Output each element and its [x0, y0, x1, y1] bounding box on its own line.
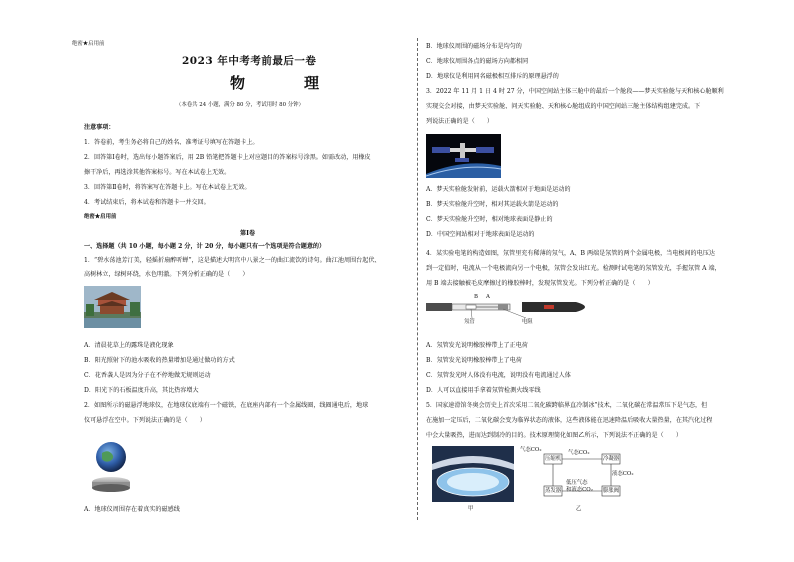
q1-stem-1: 1．“碧水荡池芳汀美，轻摇折扇醉听蝉”，这是描述大明宫中八景之一的曲江流饮的诗句。曲江池周围台起伏、	[84, 257, 381, 264]
note-3: 3．回答第Ⅱ卷时，将答案写在答题卡上。写在本试卷上无效。	[84, 184, 251, 191]
q4-test-pen-figure	[426, 292, 596, 326]
q5-caption-yi: 乙	[576, 506, 582, 512]
q1-option-b: B．阳光照射下的池水吸收的热量增加是通过做功的方式	[84, 357, 235, 364]
note-2: 2．回答第Ⅰ卷时，选出每小题答案后，用 2B 铅笔把答题卡上对应题目的答案标号涂黑。如需改动，用橡皮	[84, 154, 371, 161]
q1-stem-2: 高树林立，绿树环绕，水色明澈。下列分析正确的是（ ）	[84, 271, 249, 278]
q3-option-b: B．梦天实验舱升空时，相对其运载火箭是运动的	[426, 201, 559, 208]
q3-stem-3: 列说法正确的是（ ）	[426, 118, 494, 125]
q5-flow-gas-co2-out: 气态CO₂	[568, 450, 590, 456]
q1-option-a: A．清晨花草上的露珠是液化现象	[84, 342, 174, 349]
q2-option-b: B．地球仪周围的磁场分布是均匀的	[426, 43, 522, 50]
q4-label-resistor: 电阻	[522, 319, 533, 325]
q1-option-d: D．阳光下的石板温度升高，其比热容增大	[84, 387, 199, 394]
q2-option-c: C．地球仪周围各点的磁场方向都相同	[426, 58, 529, 65]
q4-stem-3: 用 B 端去接触被毛皮摩擦过的橡胶棒时，发现氖管发光。下列分析正确的是（ ）	[426, 280, 654, 287]
q5-stem-3: 中会大量吸热，进而达到制冷的目的。技术原理简化如图乙所示，下列说法不正确的是（ ）	[426, 432, 682, 439]
notes-heading: 注意事项：	[84, 124, 115, 131]
q5-speed-skating-oval-image	[432, 446, 514, 502]
second-secret-tag: 绝密★启用前	[84, 214, 117, 220]
q5-flow-and-liquid-co2: 和液态CO₂	[566, 487, 593, 493]
note-2-cont: 擦干净后，再选涂其他答案标号。写在本试卷上无效。	[84, 169, 231, 176]
q5-flow-evaporator: 蒸发器	[545, 488, 562, 494]
q5-stem-2: 在施加一定压后，二氧化碳会变为临界状态的液体，这些液体能在迅速降温后吸收大量热量，在其汽化过程	[426, 417, 713, 424]
q4-stem-1: 4．某实验电笔的构造如图，氖管里充有稀薄的氖气，A、B 两端是氖管的两个金属电极，当电极间的电压达	[426, 250, 715, 257]
q5-flow-low-pressure-gas: 低压气态	[566, 480, 588, 486]
q4-option-d: D．人可以直接用手拿着氖管检测火线零线	[426, 387, 541, 394]
q1-option-c: C．花香袭人是因为分子在不停地做无规则运动	[84, 372, 211, 379]
note-1: 1．答卷前，考生务必将自己的姓名、准考证号填写在答题卡上。	[84, 139, 259, 146]
q2-option-a: A．地球仪周围存在着真实的磁感线	[84, 506, 180, 513]
q3-space-station-image	[426, 134, 501, 178]
q2-stem-1: 2．如图所示的磁悬浮地球仪，在地球仪底端有一个磁铁，在底座内部有一个金属线圈，线圈通电后，地球	[84, 402, 369, 409]
column-divider	[417, 38, 418, 520]
q3-option-d: D．中国空间站相对于地球表面是运动的	[426, 231, 535, 238]
q4-option-a: A．氖管发光说明橡胶棒带上了正电荷	[426, 342, 528, 349]
q2-option-d: D．地球仪是利用同名磁极相互排斥的原理悬浮的	[426, 73, 559, 80]
q4-option-b: B．氖管发光说明橡胶棒带上了电荷	[426, 357, 522, 364]
q1-pavilion-image	[84, 286, 141, 328]
q4-label-b: B	[474, 294, 478, 300]
subject-title: 物 理	[230, 74, 342, 92]
q2-stem-2: 仪可悬浮在空中。下列说法正确的是（ ）	[84, 417, 206, 424]
q5-flow-expansion-valve: 膨胀阀	[603, 488, 620, 494]
q5-flow-compressor: 压缩机	[545, 456, 562, 462]
q4-label-neon-tube: 氖管	[464, 319, 475, 325]
secret-tag: 绝密★启用前	[72, 41, 105, 47]
q3-option-a: A．梦天实验舱发射前，运载火箭相对于地面是运动的	[426, 186, 571, 193]
q5-flow-liquid-co2: 液态CO₂	[612, 471, 634, 477]
q4-option-c: C．氖管发光时人体没有电流，说明没有电流通过人体	[426, 372, 571, 379]
q3-option-c: C．梦天实验舱升空时，相对地球表面是静止的	[426, 216, 553, 223]
note-4: 4．考试结束后，将本试卷和答题卡一并交回。	[84, 199, 210, 206]
part1-heading: 第Ⅰ卷	[240, 230, 256, 237]
q5-stem-1: 5．国家速滑馆冬奥会历史上首次采用二氧化碳跨临界直冷制冰”技术，二氧化碳在常温常压下是气态，但	[426, 402, 708, 409]
q3-stem-2: 实现交会对接，由梦天实验舱、问天实验舱、天和核心舱组成的中国空间站三舱主体结构组建完成。下	[426, 103, 701, 110]
exam-info: （本卷共 24 小题，满分 80 分，考试用时 80 分钟）	[176, 102, 304, 108]
q5-flow-gas-co2-in: 气态CO₂	[520, 447, 542, 453]
q5-caption-jia: 甲	[468, 506, 474, 512]
q4-label-a: A	[486, 294, 490, 300]
q5-flow-condenser: 冷凝器	[603, 456, 620, 462]
q5-refrigeration-flow-diagram	[520, 446, 638, 506]
q4-stem-2: 到一定值时，电流从一个电极流向另一个电极，氖管会发出红光。检测时试电笔的氖管发光，手握氖管 A 端，	[426, 265, 721, 272]
exam-title: 2023 年中考考前最后一卷	[182, 55, 317, 67]
q3-stem-1: 3．2022 年 11 月 1 日 4 时 27 分，中国空间站主体三舱中的最后一个舱段——梦天实验舱与天和核心舱顺利	[426, 88, 724, 95]
q2-maglev-globe-image	[88, 440, 134, 496]
part1-section: 一、选择题（共 10 小题，每小题 2 分，计 20 分，每小题只有一个选项是符合题意的）	[84, 243, 326, 250]
